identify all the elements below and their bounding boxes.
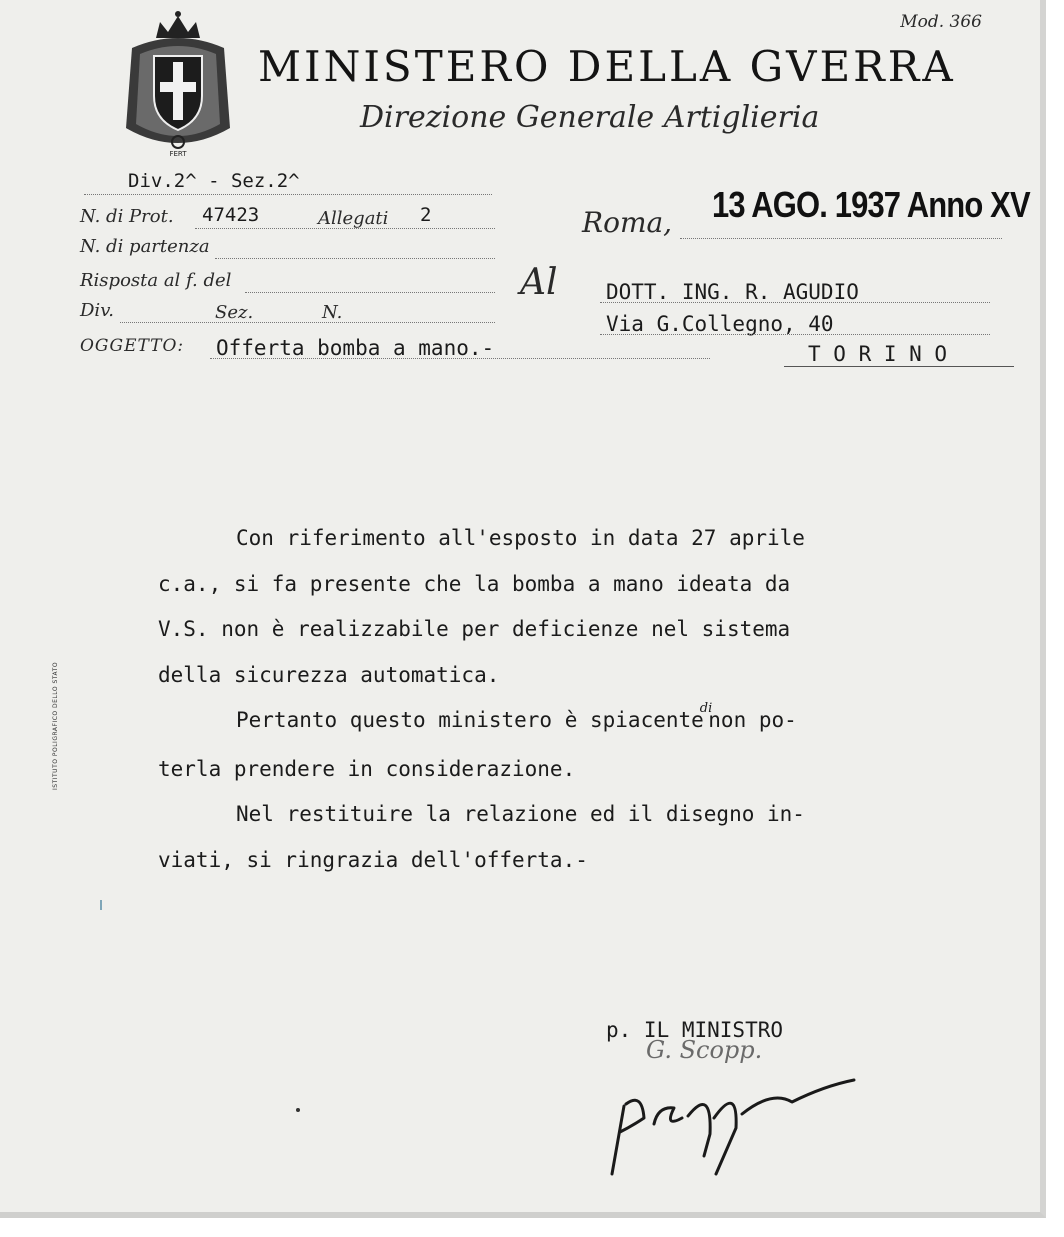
allegati-label: Allegati [318, 208, 389, 229]
recipient-rule-3 [784, 366, 1014, 367]
body-line: c.a., si fa presente che la bomba a mano ideata da [158, 571, 791, 596]
prot-value: 47423 [202, 204, 260, 226]
divsez-rule [84, 194, 492, 195]
prot-rule [195, 228, 495, 229]
body-text: non po- [708, 708, 797, 732]
printer-side-imprint: ISTITUTO POLIGRAFICO DELLO STATO [52, 661, 59, 790]
ink-speck [100, 900, 102, 910]
body-text: Pertanto questo ministero è spiacente [236, 708, 704, 732]
recipient-rule-1 [600, 302, 990, 303]
recipient-name: DOTT. ING. R. AGUDIO [606, 280, 859, 304]
risposta-rule [245, 292, 495, 293]
date-stamp: 13 AGO. 1937 Anno XV [712, 184, 1030, 225]
handwritten-signature [592, 1056, 862, 1180]
sez-label: Sez. [215, 302, 254, 323]
oggetto-rule [210, 358, 710, 359]
al-label: Al [520, 262, 558, 303]
div-label: Div. [80, 300, 114, 321]
body-line: Nel restituire la relazione ed il disegno in- [236, 802, 805, 826]
oggetto-value: Offerta bomba a mano.- [216, 336, 495, 360]
prot-label: N. di Prot. [80, 206, 174, 227]
risposta-label: Risposta al f. del [80, 270, 232, 291]
place-label: Roma, [582, 206, 673, 239]
body-line: V.S. non è realizzabile per deficienze nel sistema [158, 617, 791, 641]
form-code: Mod. 366 [900, 12, 982, 32]
svg-text:FERT: FERT [169, 150, 187, 158]
body-line: della sicurezza automatica. [158, 662, 500, 687]
allegati-value: 2 [420, 204, 432, 226]
ministry-title: MINISTERO DELLA GVERRA [258, 42, 956, 91]
oggetto-label: OGGETTO: [80, 336, 185, 356]
recipient-city: T O R I N O [808, 342, 948, 366]
partenza-rule [215, 258, 495, 259]
letter-body [158, 516, 958, 883]
recipient-rule-2 [600, 334, 990, 335]
div-sez-value: Div.2^ - Sez.2^ [128, 170, 300, 192]
body-line: viati, si ringrazia dell'offerta.- [158, 847, 588, 872]
n-label: N. [322, 302, 343, 323]
savoy-crown-shield-emblem [118, 8, 238, 158]
div-rule [120, 322, 495, 323]
signature-caption: p. IL MINISTRO [606, 1018, 784, 1042]
body-line: terla prendere in considerazione. [158, 756, 576, 781]
department-subtitle: Direzione Generale Artiglieria [360, 100, 820, 135]
ink-dot [296, 1108, 300, 1112]
signature-stamp-name: G. Scopp. [646, 1036, 763, 1064]
partenza-label: N. di partenza [80, 236, 210, 257]
handwritten-insert: di [699, 701, 713, 716]
date-rule [680, 238, 1002, 239]
body-line: Con riferimento all'esposto in data 27 aprile [236, 526, 805, 550]
recipient-street: Via G.Collegno, 40 [606, 312, 834, 336]
body-line [158, 698, 958, 747]
